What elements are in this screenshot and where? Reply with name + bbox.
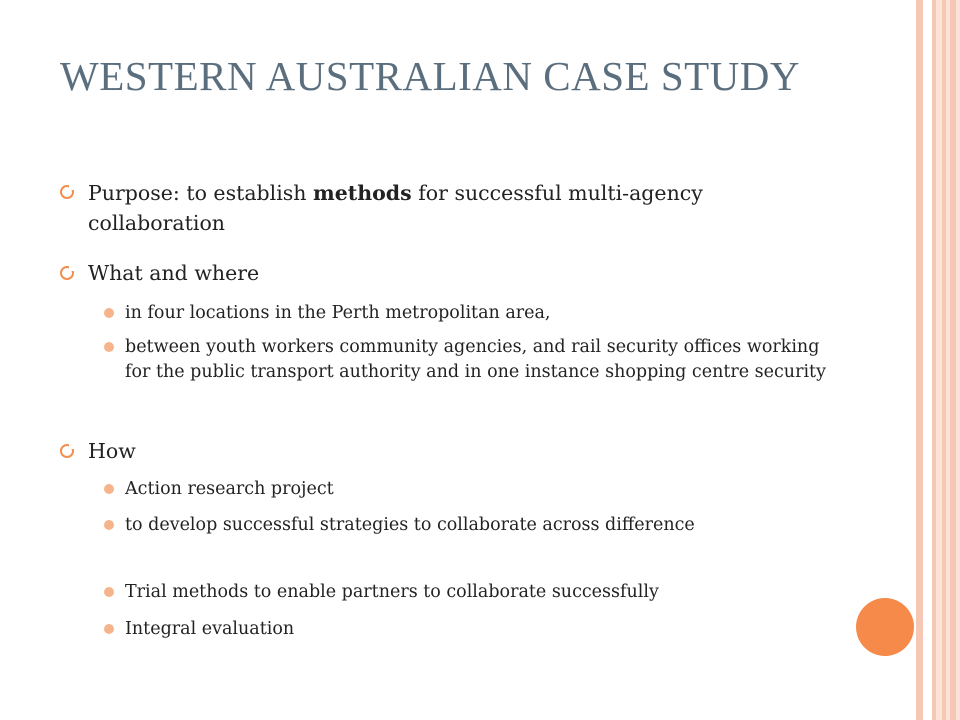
bullet-how: How — [88, 439, 136, 463]
sub-bullet-item: between youth workers community agencies, and rail security offices working for the public transport authority and in one instance shopping centre security — [125, 337, 826, 382]
edge-stripe — [956, 0, 960, 720]
bullet-icon — [60, 266, 74, 280]
bullet-icon — [60, 444, 74, 458]
sub-bullet-item: Action research project — [125, 479, 334, 499]
edge-stripe — [916, 0, 923, 720]
sub-bullet-icon — [104, 342, 114, 352]
sub-bullet-item: Integral evaluation — [125, 619, 295, 639]
edge-stripe — [923, 0, 932, 720]
sub-bullet-icon — [104, 308, 114, 318]
accent-circle — [856, 598, 914, 656]
purpose-emphasis: methods — [313, 181, 412, 205]
sub-bullet-item: to develop successful strategies to collaborate across difference — [125, 515, 695, 535]
sub-bullet-icon — [104, 484, 114, 494]
bullet-what-where: What and where — [88, 261, 260, 285]
sub-bullet-icon — [104, 520, 114, 530]
purpose-lead: Purpose: to establish — [88, 181, 314, 205]
sub-bullet-icon — [104, 624, 114, 634]
bullet-purpose — [88, 178, 808, 238]
slide-title: WESTERN AUSTRALIAN CASE STUDY — [60, 53, 800, 99]
bullet-icon — [60, 185, 74, 199]
sub-bullet-item: Trial methods to enable partners to collaborate successfully — [125, 582, 659, 602]
purpose-trail: for successful multi-agency collaboration — [88, 181, 703, 235]
sub-bullet-icon — [104, 587, 114, 597]
sub-bullet-item: in four locations in the Perth metropolitan area, — [125, 303, 551, 323]
